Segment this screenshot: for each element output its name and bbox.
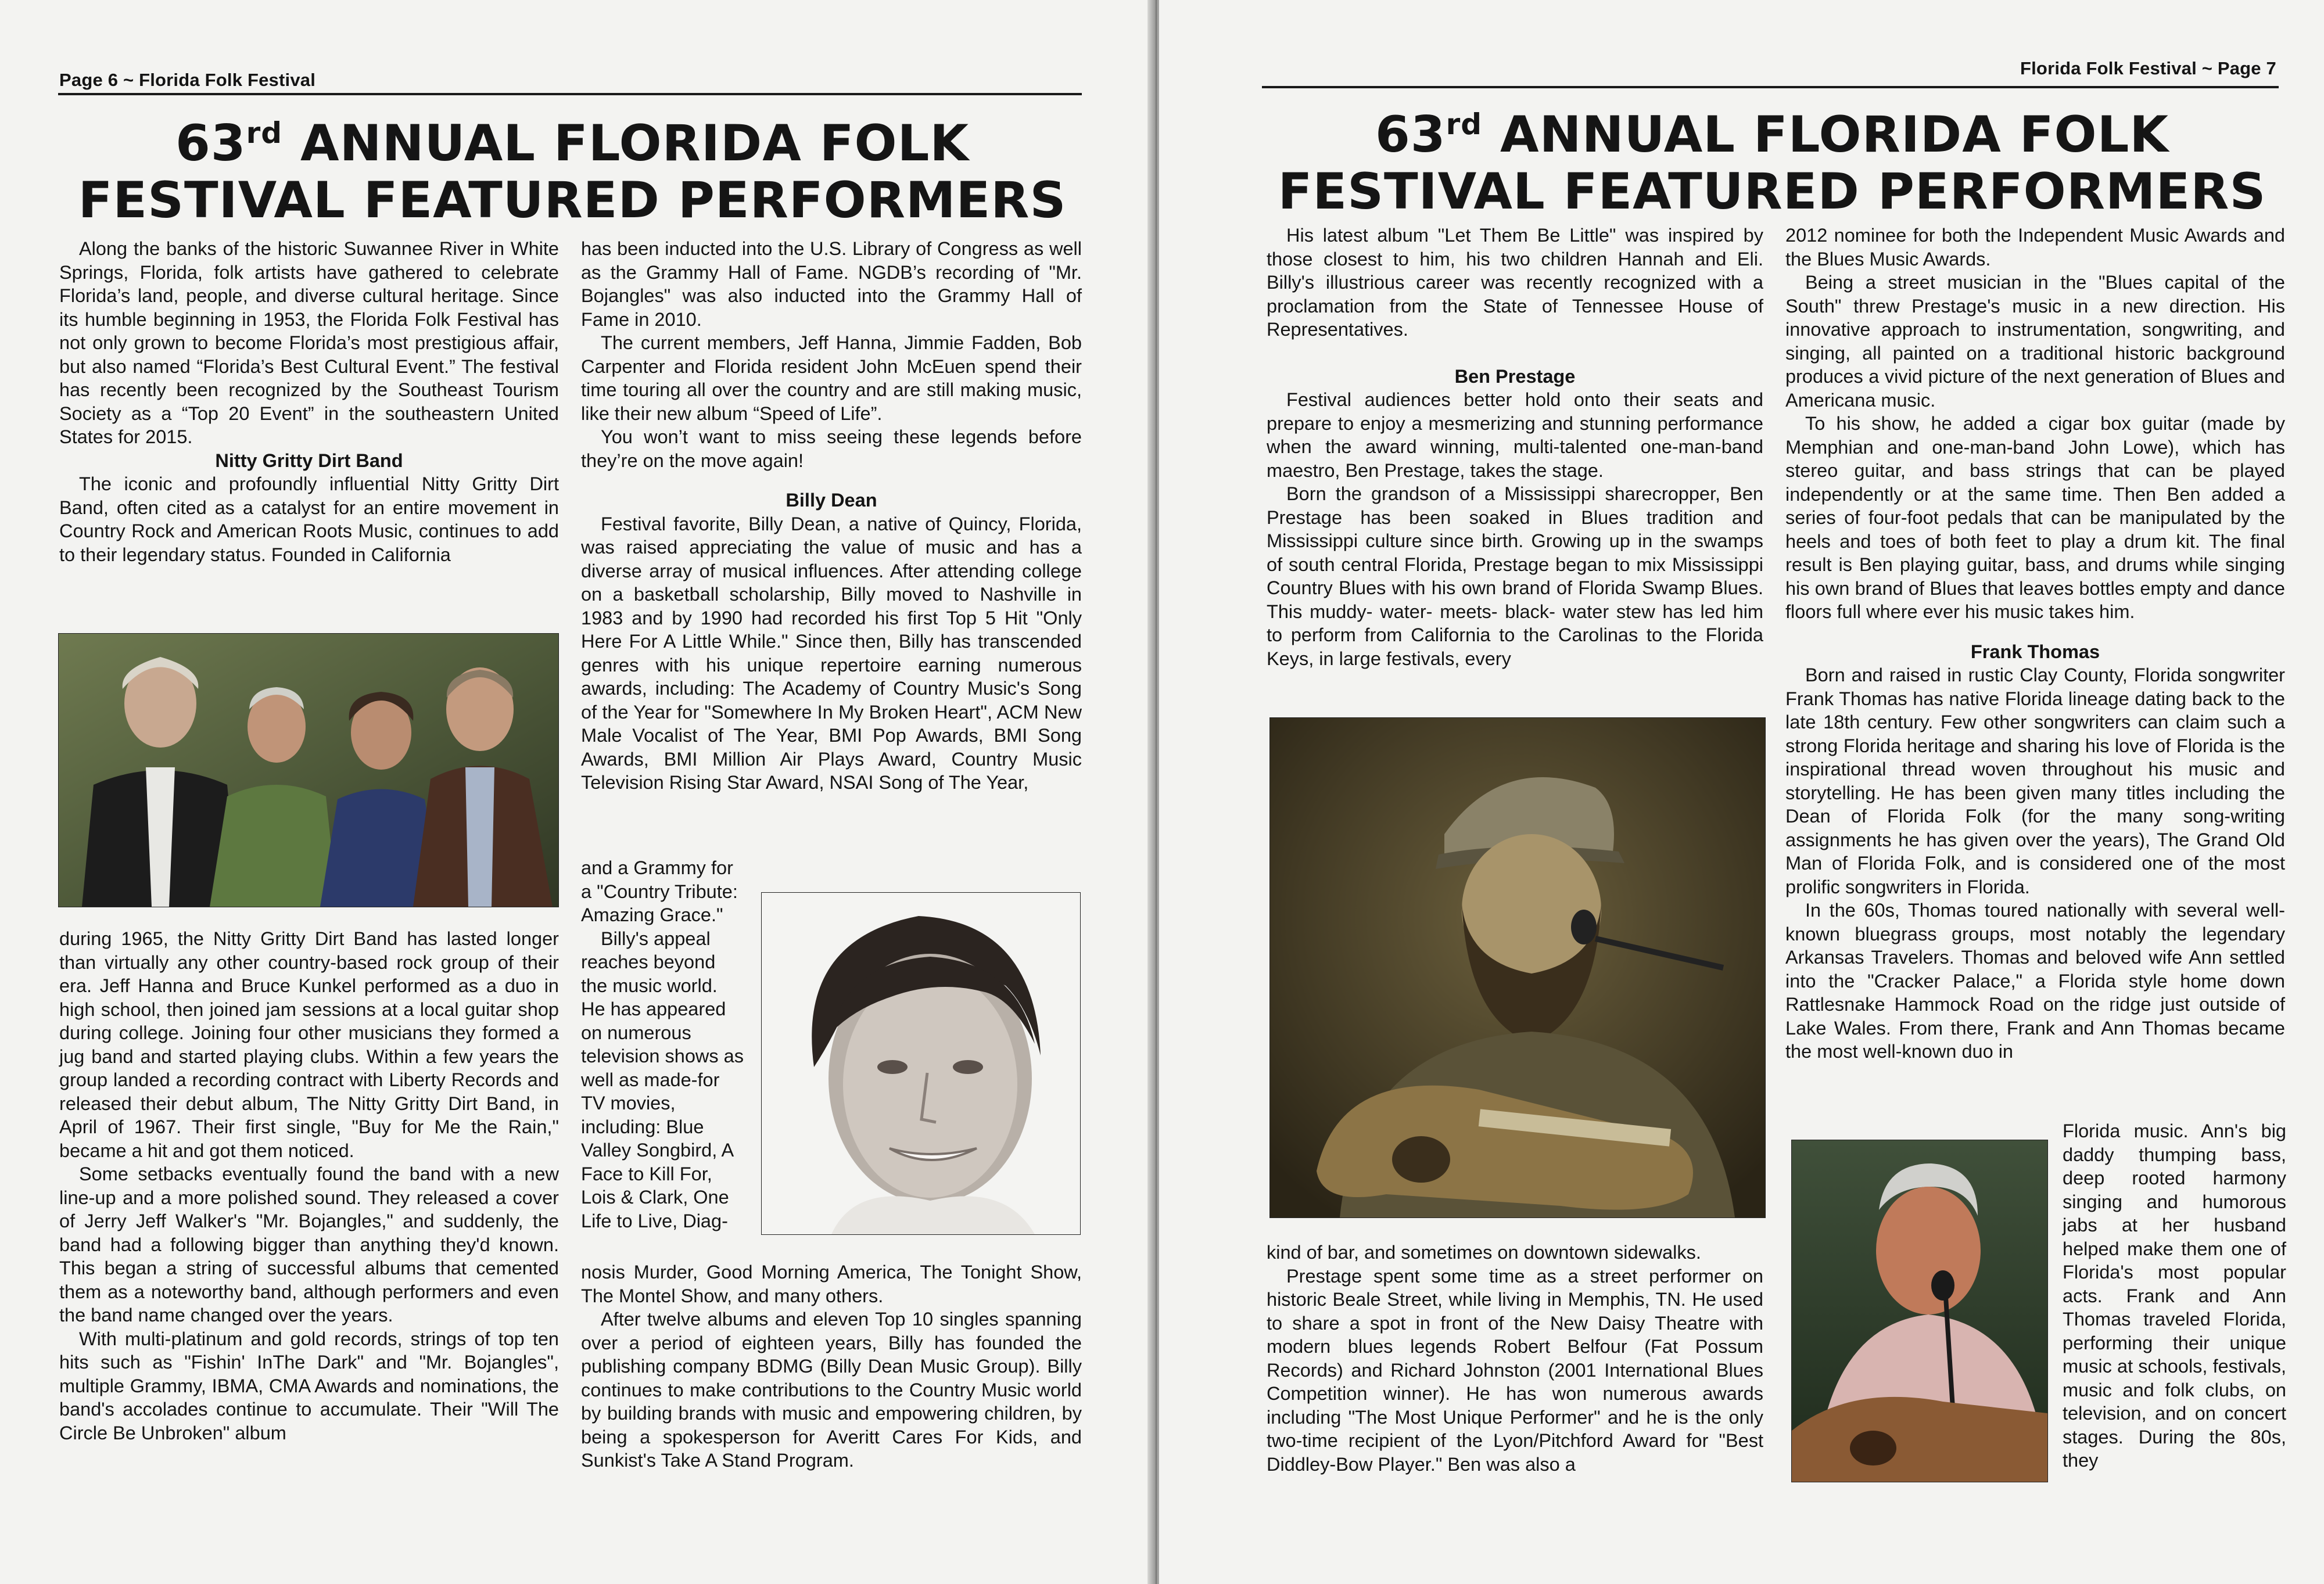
ben-paragraph-6: To his show, he added a cigar box guitar (made by Memphian and one-man-band John Lowe), which has stereo guitar, and bass strings that can be played independently or at the same time. Then Ben added a series of four-foot pedals that can be manipulated by the heels and toes of both feet to play a drum kit. The final result is Ben playing guitar, bass, and drums while singing his own brand of Blues that leaves bottles empty and dance floors full where ever his music takes him. [1785,413,2285,622]
billy-paragraph-3: After twelve albums and eleven Top 10 singles spanning over a period of eighteen years, Billy has founded the publishing company BDMG (Billy Dean Music Group). Billy continues to make contributions to the Country Music world by building brands with music and empowering children, by being a spokesperson for Averitt Cares For Kids, and Sunkist's Take A Stand Program. [581,1309,1082,1471]
left-folio: Page 6 ~ Florida Folk Festival [59,70,316,90]
right-header-rule [1262,86,2279,88]
ben-paragraph-2: Born the grandson of a Mississippi sharecropper, Ben Prestage has been soaked in Blues tradition and Mississippi culture since birth. Growing up in the swamps of south central Florida, Prestage began to mix Mississippi Country Blues with his own brand of Florida Swamp Blues. This muddy- water- meets- black- water stew has led him to perform from California to the Carolinas to the Florida Keys, in large festivals, every [1267,483,1763,669]
right-headline-line2: FESTIVAL FEATURED PERFORMERS [1278,163,2266,221]
ben-prestage-heading: Ben Prestage [1454,365,1576,387]
left-column-1-bottom [59,927,559,1445]
billy-paragraph-4: His latest album "Let Them Be Little" was inspired by those closest to him, his two children Hannah and Eli. Billy's illustrious career was recently recognized with a proclamation from the State of Tennessee House of Representatives. [1267,225,1763,340]
left-headline-line1: 63rd ANNUAL FLORIDA FOLK [175,114,970,173]
left-headline [52,105,1092,229]
right-page [1159,0,2324,1584]
billy-paragraph-1: Festival favorite, Billy Dean, a native of Quincy, Florida, was raised appreciating the value of music and has a diverse array of musical influences. After attending college on a basketball scholarship, Billy moved to Nashville in 1983 and by 1990 had recorded his first Top 5 Hit "Only Here For A Little While." Since then, Billy has transcended genres with his unique repertoire earning numerous awards, including: The Academy of Country Music's Song of the Year for "Somewhere In My Broken Heart", ACM New Male Vocalist of The Year, BMI Pop Awards, BMI Song Awards, BMI Million Air Plays Award, Country Music Television Rising Star Award, NSAI Song of The Year, [581,513,1082,793]
frank-paragraph-2-narrow: Florida music. Ann's big daddy thumping bass, deep rooted harmony singing and humorous jabs at her husband helped make them one of Florida's most popular acts. Frank and Ann Thomas traveled Florida, performing their unique music at schools, festivals, music and folk clubs, on television, and on concert stages. During the 80s, they [2063,1120,2286,1471]
ben-paragraph-1: Festival audiences better hold onto their seats and prepare to enjoy a mesmerizing and stunning performance when the award winning, multi-talented one-man-band maestro, Ben Prestage, takes the stage. [1267,389,1763,481]
left-column-2-narrow [581,856,744,1233]
ngdb-paragraph-1-continued: during 1965, the Nitty Gritty Dirt Band has lasted longer than virtually any other country-based rock group of their era. Jeff Hanna and Bruce Kunkel performed as a duo in high school, then joined jam sessions at a local guitar shop during college. Joining four other musicians they formed a jug band and started playing clubs. Within a few years the group landed a recording contract with Liberty Records and released their debut album, The Nitty Gritty Dirt Band, in April of 1967. Their first single, "Buy for Me the Rain," became a hit and got them noticed. [59,928,559,1161]
ngdb-paragraph-5: The current members, Jeff Hanna, Jimmie Fadden, Bob Carpenter and Florida resident John McEuen spend their time touring all over the country and are still making music, like their new album “Speed of Life”. [581,332,1082,424]
billy-paragraph-2-narrow: Billy's appeal reaches beyond the music world. He has appeared on numerous television shows as well as made-for TV movies, including: Blue Valley Songbird, A Face to Kill For, Lois & Clark, One Life to Live, Diag- [581,928,744,1231]
right-headline-line1: 63rd ANNUAL FLORIDA FOLK [1375,106,2169,164]
ben-paragraph-3: Prestage spent some time as a street performer on historic Beale Street, while living in Memphis, TN. He used to share a spot in front of the New Daisy Theatre with modern blues legends Robert Belfour (Fat Possum Records) and Richard Johnston (2001 International Blues Competition winner). He has won numerous awards including "The Most Unique Performer" and he is the only two-time recipient of the Lyon/Pitchford Award for "Best Diddley-Bow Player." Ben was also a [1267,1265,1763,1475]
ben-paragraph-4: 2012 nominee for both the Independent Music Awards and the Blues Music Awards. [1785,225,2285,270]
intro-paragraph: Along the banks of the historic Suwannee River in White Springs, Florida, folk artists have gathered to celebrate Florida’s land, people, and diverse cultural heritage. Since its humble beginning in 1953, the Florida Folk Festival has not only grown to become Florida’s most prestigious affair, but also named “Florida’s Best Cultural Event.” The festival has recently been recognized by the Southeast Tourism Society as a “Top 20 Event” in the southeastern United States for 2015. [59,238,559,447]
ngdb-paragraph-3: With multi-platinum and gold records, strings of top ten hits such as "Fishin' InThe Dark" and "Mr. Bojangles", multiple Grammy, IBMA, CMA Awards and nominations, the band's accolades continue to accumulate. Their "Will The Circle Be Unbroken" album [59,1328,559,1443]
billy-dean-photo [761,892,1081,1235]
right-column-1-bottom [1267,1241,1763,1476]
ben-paragraph-2-continued: kind of bar, and sometimes on downtown sidewalks. [1267,1242,1701,1263]
left-column-2-top [581,237,1082,795]
billy-paragraph-1-narrow: and a Grammy for a "Country Tribute: Amazing Grace." [581,857,738,925]
frank-thomas-photo [1791,1140,2048,1482]
ngdb-paragraph-1: The iconic and profoundly influential Nitty Gritty Dirt Band, often cited as a catalyst for an entire movement in Country Rock and American Roots Music, continues to add to their legendary status. Founded in California [59,473,559,565]
ngdb-paragraph-4: has been inducted into the U.S. Library of Congress as well as the Grammy Hall of Fame. NGDB’s recording of "Mr. Bojangles" was also inducted into the Grammy Hall of Fame in 2010. [581,238,1082,330]
frank-paragraph-2: In the 60s, Thomas toured nationally with several well-known bluegrass groups, most notably the legendary Arkansas Travelers. Thomas and beloved wife Ann settled into the "Cracker Palace," a Florida style home down Rattlesnake Hammock Road on the ridge just outside of Lake Wales. From there, Frank and Ann Thomas became the most well-known duo in [1785,900,2285,1062]
left-column-1-top [59,237,559,566]
ngdb-paragraph-6: You won’t want to miss seeing these legends before they’re on the move again! [581,426,1082,471]
ben-paragraph-5: Being a street musician in the "Blues capital of the South" threw Prestage's music in a new direction. His innovative approach to instrumentation, songwriting, and singing, all painted on a traditional historic background produces a vivid picture of the next generation of Blues and Americana music. [1785,272,2285,411]
left-header-rule [58,93,1082,95]
right-headline [1258,96,2286,220]
ngdb-paragraph-2: Some setbacks eventually found the band with a new line-up and a more polished sound. They released a cover of Jerry Jeff Walker's "Mr. Bojangles," and suddenly, the band had a following bigger than anything they'd known. This began a string of successful albums that cemented them as a noteworthy band, although performers and even the band name changed over the years. [59,1163,559,1326]
left-headline-line2: FESTIVAL FEATURED PERFORMERS [78,171,1067,229]
ben-prestage-photo [1269,717,1766,1218]
frank-paragraph-1: Born and raised in rustic Clay County, Florida songwriter Frank Thomas has native Florida lineage dating back to the late 18th century. Few other songwriters can claim such a strong Florida heritage and sharing his love of Florida is the inspirational thread woven throughout his music and storytelling. He has been given many titles including the Dean of Florida Folk (for the many song-writing assignments he has given over the years), The Grand Old Man of Florida Folk, and is considered one of the most prolific songwriters in Florida. [1785,665,2285,897]
ngdb-band-photo [58,633,559,907]
right-column-1-top [1267,224,1763,670]
billy-dean-heading: Billy Dean [786,490,877,511]
left-column-2-bottom [581,1260,1082,1472]
ngdb-heading: Nitty Gritty Dirt Band [215,450,403,471]
right-column-2-top [1785,224,2285,1064]
right-column-2-narrow [2063,1119,2286,1472]
left-page [0,0,1153,1584]
billy-paragraph-2-continued: nosis Murder, Good Morning America, The Tonight Show, The Montel Show, and many others. [581,1262,1082,1306]
right-folio: Florida Folk Festival ~ Page 7 [2020,58,2276,78]
frank-thomas-heading: Frank Thomas [1970,641,2100,662]
